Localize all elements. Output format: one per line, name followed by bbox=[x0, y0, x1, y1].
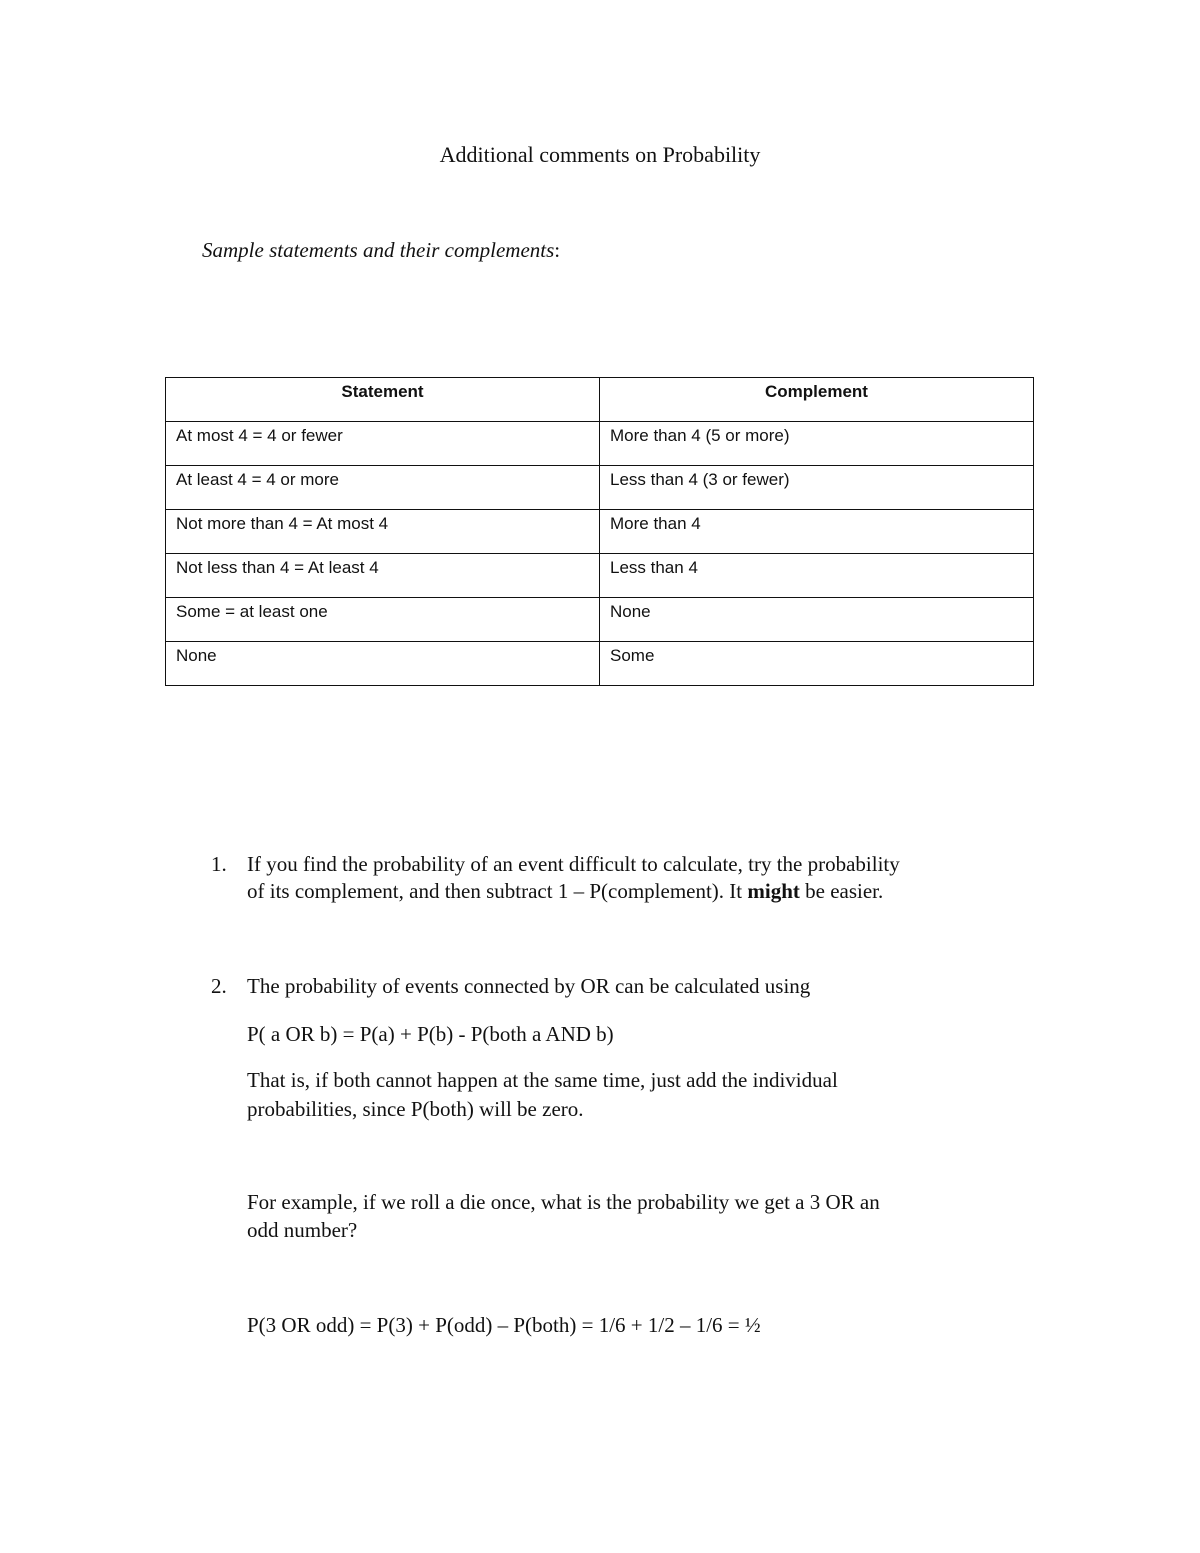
complement-cell: None bbox=[600, 598, 1034, 642]
table-caption bbox=[202, 238, 560, 263]
statement-cell: At least 4 = 4 or more bbox=[166, 466, 600, 510]
table-row bbox=[166, 642, 1034, 686]
table-row bbox=[166, 422, 1034, 466]
explanation-line-2: probabilities, since P(both) will be zero. bbox=[247, 1097, 584, 1121]
list-number: 1. bbox=[211, 852, 227, 876]
header-complement: Complement bbox=[600, 378, 1034, 422]
complement-cell: Less than 4 bbox=[600, 554, 1034, 598]
example-line-2: odd number? bbox=[247, 1218, 358, 1242]
complement-cell: More than 4 bbox=[600, 510, 1034, 554]
list-number: 2. bbox=[211, 974, 227, 998]
list-item-1-line-1: If you find the probability of an event difficult to calculate, try the probability bbox=[247, 852, 900, 876]
table-row bbox=[166, 554, 1034, 598]
list-item-1-line-2 bbox=[247, 877, 1037, 905]
complement-cell: Some bbox=[600, 642, 1034, 686]
explanation-line-1: That is, if both cannot happen at the same time, just add the individual bbox=[247, 1068, 838, 1092]
complements-table bbox=[165, 377, 1034, 686]
table-caption-colon: : bbox=[554, 238, 561, 262]
table-row bbox=[166, 598, 1034, 642]
statement-cell: None bbox=[166, 642, 600, 686]
complement-cell: Less than 4 (3 or fewer) bbox=[600, 466, 1034, 510]
complement-cell: More than 4 (5 or more) bbox=[600, 422, 1034, 466]
formula-or-rule: P( a OR b) = P(a) + P(b) - P(both a AND b) bbox=[247, 1022, 614, 1046]
list-item-1-text: of its complement, and then subtract 1 – P(complement). It bbox=[247, 879, 748, 903]
table-row bbox=[166, 466, 1034, 510]
header-statement: Statement bbox=[166, 378, 600, 422]
list-item-1-text-end: be easier. bbox=[799, 879, 884, 903]
statement-cell: Some = at least one bbox=[166, 598, 600, 642]
table-header-row bbox=[166, 378, 1034, 422]
list-item-2-intro: The probability of events connected by OR can be calculated using bbox=[247, 974, 811, 998]
table-caption-text: Sample statements and their complements bbox=[202, 238, 555, 262]
example-line-1: For example, if we roll a die once, what is the probability we get a 3 OR an bbox=[247, 1190, 880, 1214]
statement-cell: Not more than 4 = At most 4 bbox=[166, 510, 600, 554]
statement-cell: Not less than 4 = At least 4 bbox=[166, 554, 600, 598]
example-answer: P(3 OR odd) = P(3) + P(odd) – P(both) = 1/6 + 1/2 – 1/6 = ½ bbox=[247, 1313, 761, 1337]
table-row bbox=[166, 510, 1034, 554]
statement-cell: At most 4 = 4 or fewer bbox=[166, 422, 600, 466]
document-title: Additional comments on Probability bbox=[439, 142, 761, 167]
emphasis-might: might bbox=[747, 879, 800, 903]
